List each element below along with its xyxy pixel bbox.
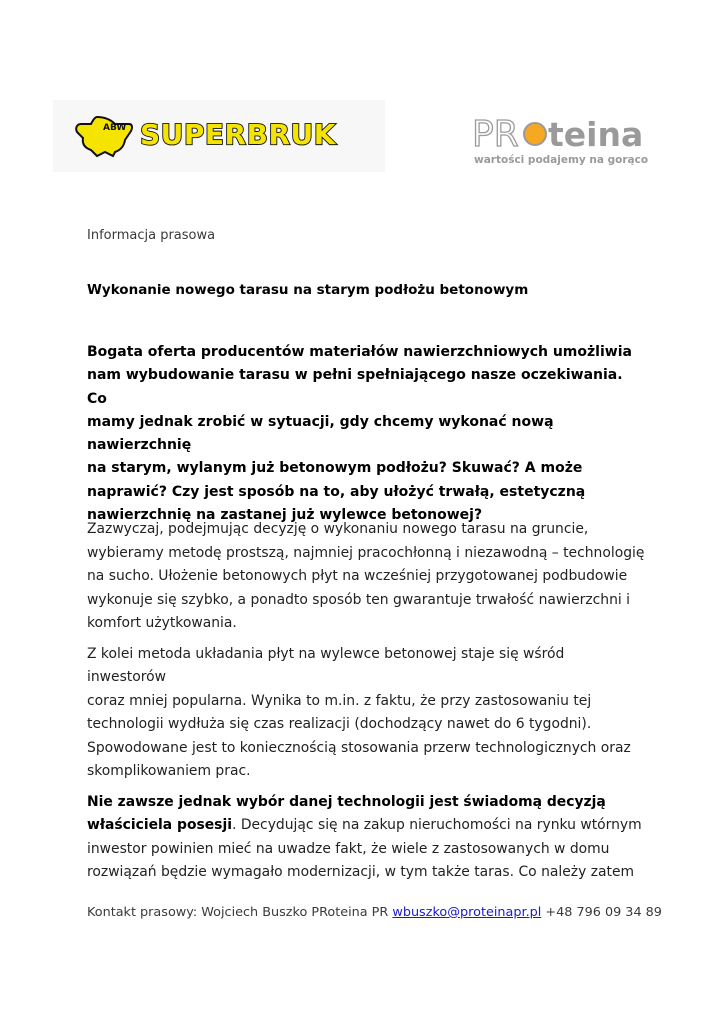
paragraph-2 — [87, 643, 647, 784]
contact-email-link[interactable]: wbuszko@proteinapr.pl — [392, 905, 542, 920]
proteina-tagline: wartości podajemy na gorąco — [474, 154, 649, 166]
paragraph-line: wybieramy metodę prostszą, najmniej pracochłonną i niezawodną – technologię — [87, 544, 645, 561]
paragraph-3 — [87, 791, 647, 885]
contact-prefix: Kontakt prasowy: Wojciech Buszko PRoteina PR — [87, 905, 393, 920]
paragraph-line: rozwiązań będzie wymagało modernizacji, w tym także taras. Co należy zatem — [87, 864, 635, 880]
paragraph-line: Z kolei metoda układania płyt na wylewce betonowej staje się wśród inwestorów — [87, 645, 565, 685]
lead-line: nam wybudowanie tarasu w pełni spełniającego nasze oczekiwania. Co — [87, 367, 623, 407]
paragraph-line: wykonuje się szybko, a ponadto sposób ten gwarantuje trwałość nawierzchni i — [87, 591, 631, 608]
paragraph-line: . Decydując się na zakup nieruchomości na rynku wtórnym — [231, 817, 642, 833]
lead-paragraph — [87, 341, 647, 527]
superbruk-emblem-icon — [53, 100, 385, 172]
paragraph-line: skomplikowaniem prac. — [87, 763, 251, 779]
document-label: Informacja prasowa — [87, 228, 216, 243]
press-contact-footer — [87, 905, 662, 920]
proteina-wordmark-teina: teina — [548, 115, 644, 154]
lead-line: Bogata oferta producentów materiałów nawierzchniowych umożliwia — [87, 344, 632, 360]
paragraph-bold-text: właściciela posesji — [87, 817, 232, 833]
egg-yolk-icon — [524, 123, 546, 145]
paragraph-line: technologii wydłuża się czas realizacji (dochodzący nawet do 6 tygodni). — [87, 716, 592, 732]
lead-line: nawierzchnię na zastanej już wylewce betonowej? — [87, 507, 483, 524]
paragraph-line: Spowodowane jest to koniecznością stosowania przerw technologicznych oraz — [87, 739, 631, 756]
paragraph-line: Zazwyczaj, podejmując decyzję o wykonaniu nowego tarasu na gruncie, — [87, 521, 589, 537]
proteina-logo — [470, 110, 650, 170]
lead-line: mamy jednak zrobić w sytuacji, gdy chcemy wykonać nową nawierzchnię — [87, 413, 554, 454]
paragraph-bold-text: Nie zawsze jednak wybór danej technologii jest świadomą decyzją — [87, 793, 606, 810]
paragraph-1 — [87, 518, 647, 636]
paragraph-line: inwestor powinien mieć na uwadze fakt, że wiele z zastosowanych w domu — [87, 840, 610, 857]
lead-line: na starym, wylanym już betonowym podłożu? Skuwać? A może — [87, 460, 583, 477]
document-title: Wykonanie nowego tarasu na starym podłożu betonowym — [87, 282, 529, 298]
emblem-text: ABW — [103, 123, 127, 133]
lead-line: naprawić? Czy jest sposób na to, aby ułożyć trwałą, estetyczną — [87, 483, 586, 500]
paragraph-line: na sucho. Ułożenie betonowych płyt na wcześniej przygotowanej podbudowie — [87, 568, 628, 584]
proteina-logo-icon — [470, 110, 650, 170]
superbruk-logo — [53, 100, 385, 172]
paragraph-line: komfort użytkowania. — [87, 615, 237, 631]
superbruk-wordmark: SUPERBRUK — [140, 118, 336, 151]
paragraph-line: coraz mniej popularna. Wynika to m.in. z faktu, że przy zastosowaniu tej — [87, 692, 592, 709]
contact-phone: +48 796 09 34 89 — [541, 905, 662, 920]
proteina-wordmark-pr: PR — [472, 114, 519, 155]
body-text — [87, 518, 647, 892]
